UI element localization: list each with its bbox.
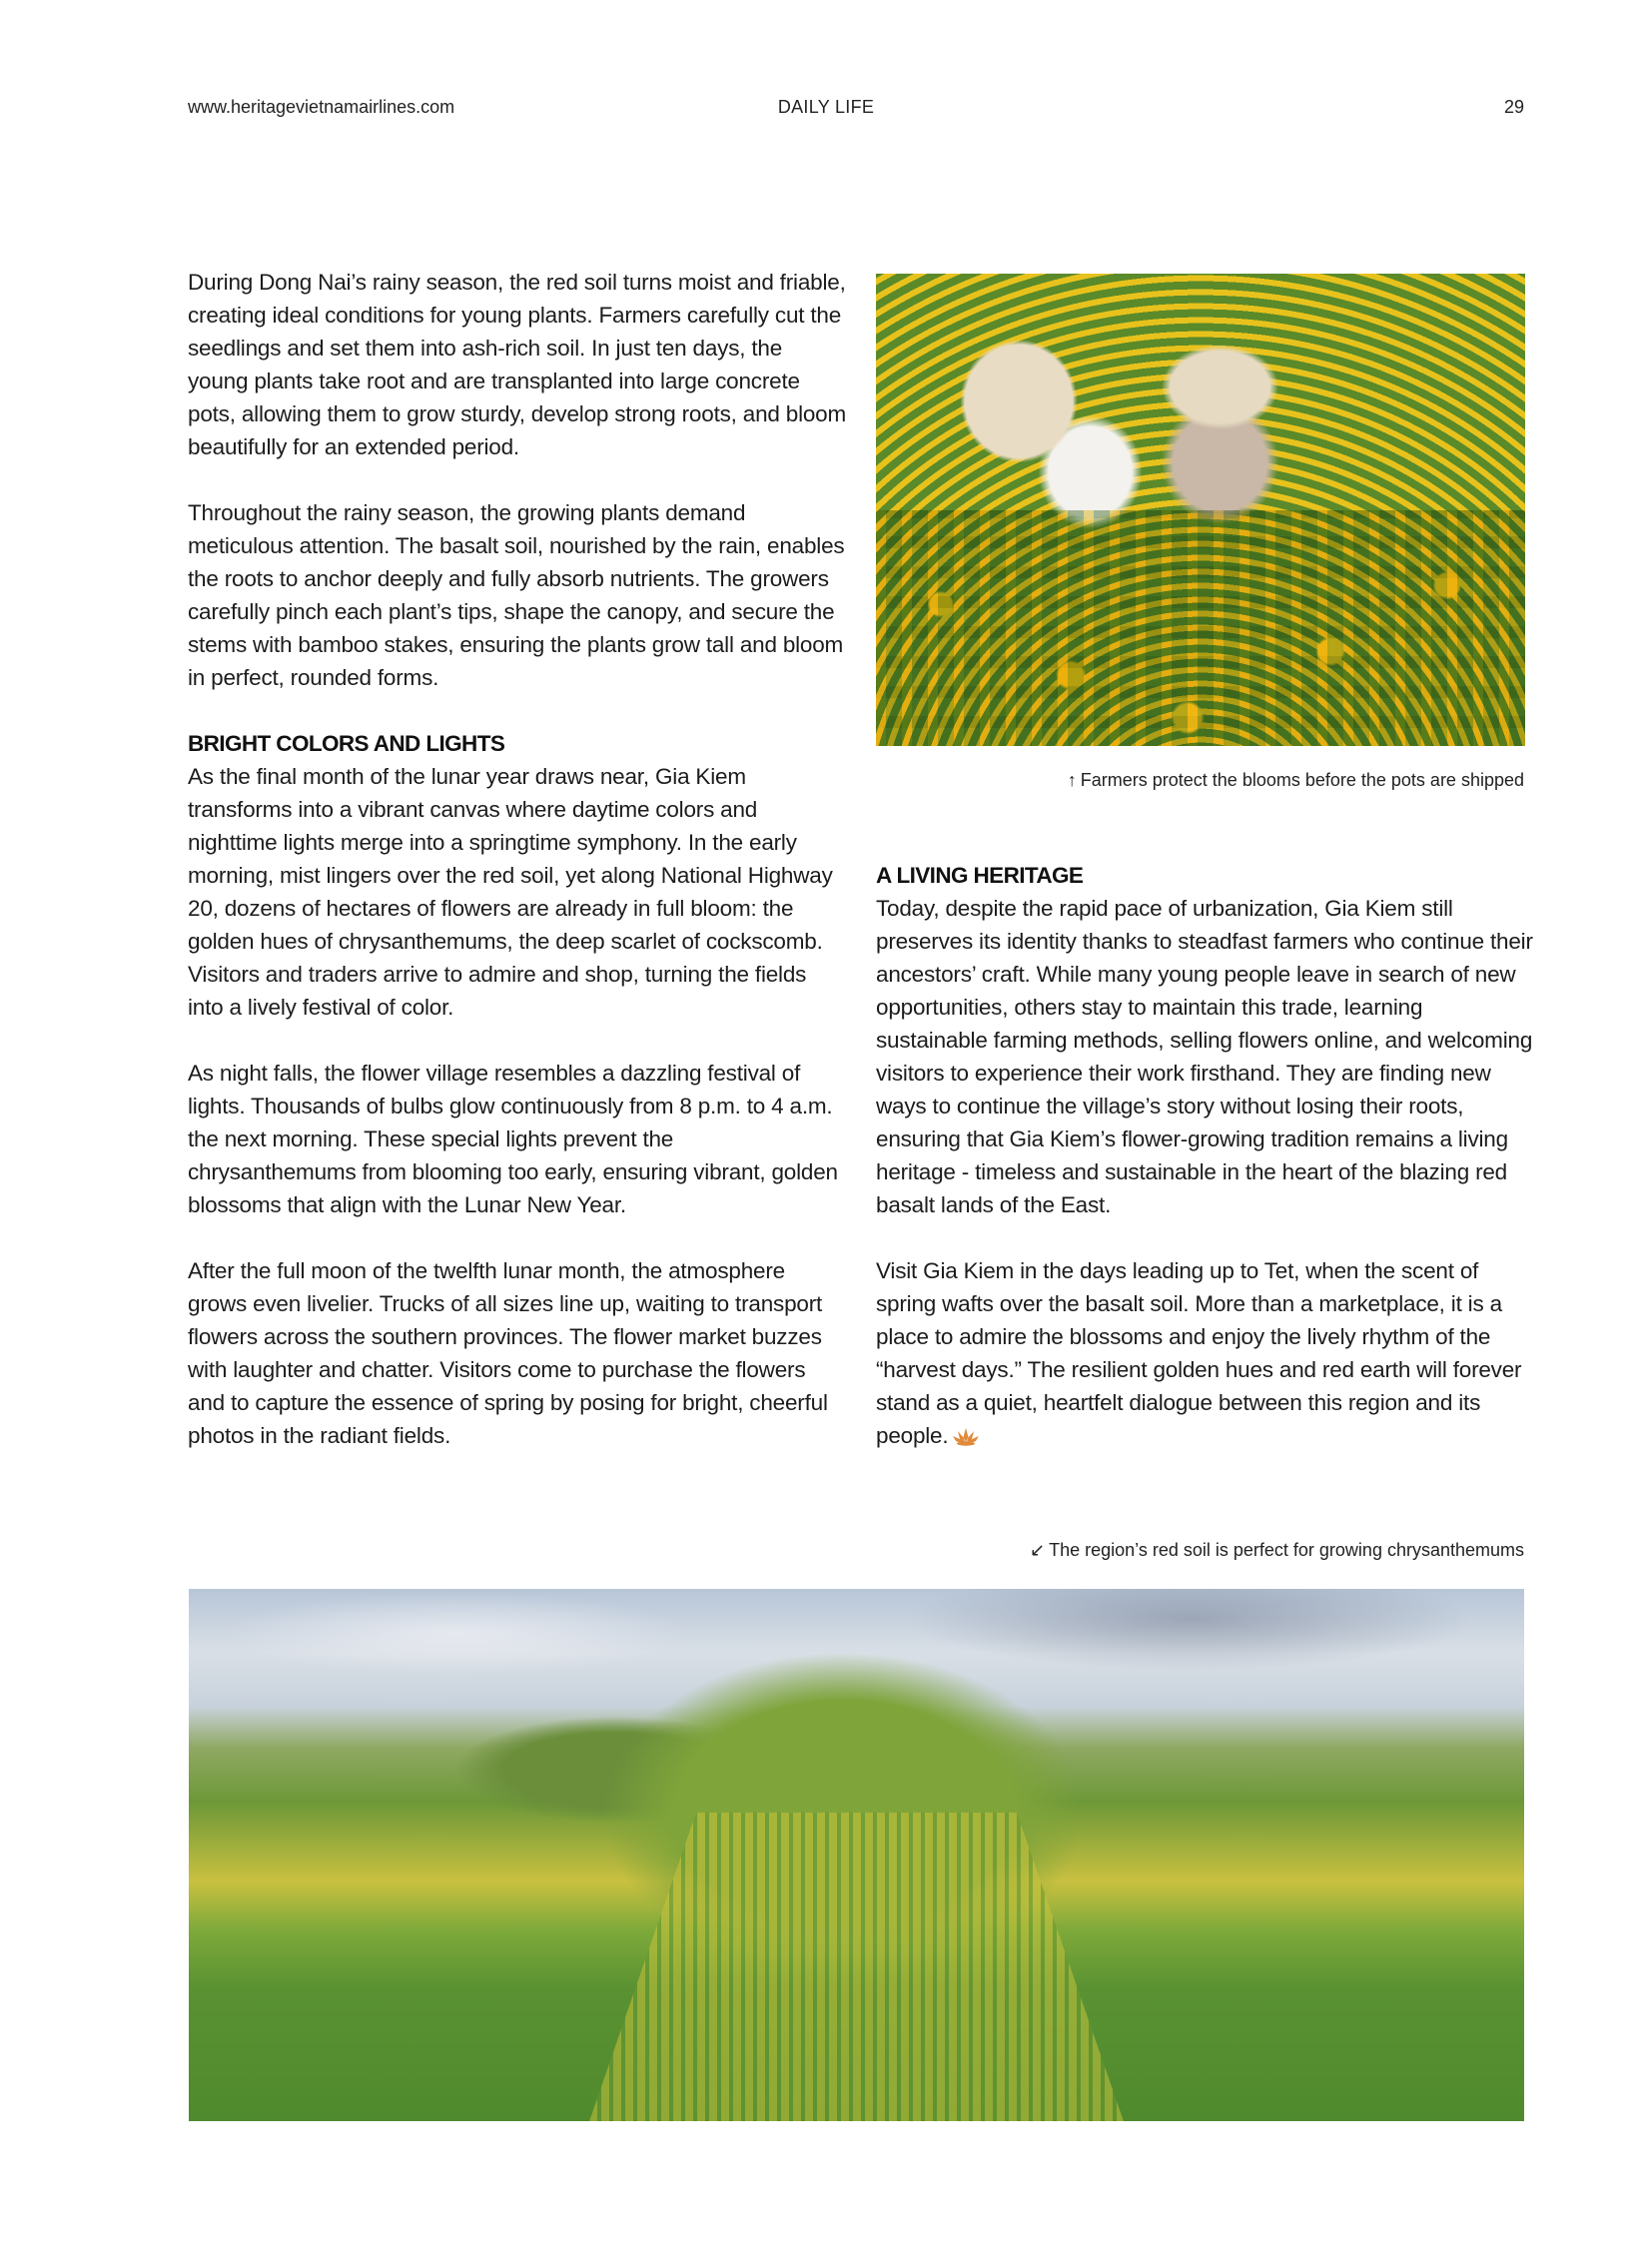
section-heading: A LIVING HERITAGE xyxy=(876,863,1084,888)
right-column xyxy=(876,859,1535,1485)
village-aerial-photo xyxy=(189,1589,1524,2121)
section-heading: BRIGHT COLORS AND LIGHTS xyxy=(188,731,505,756)
paragraph: Throughout the rainy season, the growing plants demand meticulous attention. The basalt soil, nourished by the rain, enables the roots to anchor deeply and fully absorb nutrients. The growers carefully pinch each plant’s tips, shape the canopy, and secure the stems with bamboo stakes, ensuring the plants grow tall and bloom in perfect, rounded forms. xyxy=(188,500,845,690)
paragraph: Today, despite the rapid pace of urbanization, Gia Kiem still preserves its identity thanks to steadfast farmers who continue their ancestors’ craft. While many young people leave in search of new opportunities, others stay to maintain this trade, learning sustainable farming methods, selling flowers online, and welcoming visitors to experience their work firsthand. They are finding new ways to continue the village’s story without losing their roots, ensuring that Gia Kiem’s flower-growing tradition remains a living heritage - timeless and sustainable in the heart of the blazing red basalt lands of the East. xyxy=(876,896,1533,1217)
section-label: DAILY LIFE xyxy=(777,97,875,117)
arrow-up-icon: ↑ xyxy=(1067,770,1077,790)
paragraph-text: Visit Gia Kiem in the days leading up to Tet, when the scent of spring wafts over the basalt soil. More than a marketplace, it is a place to admire the blossoms and enjoy the lively rhythm of the “harvest days.” The resilient golden hues and red earth will forever stand as a quiet, heartfelt dialogue between this region and its people. xyxy=(876,1258,1522,1448)
site-url: www.heritagevietnamairlines.com xyxy=(188,97,455,117)
paragraph-closing xyxy=(876,1254,1535,1452)
caption-text: The region’s red soil is perfect for growing chrysanthemums xyxy=(1049,1540,1524,1560)
farmers-photo xyxy=(876,274,1525,746)
caption-text: Farmers protect the blooms before the pots are shipped xyxy=(1080,770,1524,790)
arrow-down-left-icon: ↙ xyxy=(1030,1540,1046,1560)
paragraph: After the full moon of the twelfth lunar month, the atmosphere grows even livelier. Trucks of all sizes line up, waiting to transport flowers across the southern provinces. The flower market buzzes with laughter and chatter. Visitors come to purchase the flowers and to capture the essence of spring by posing for bright, cheerful photos in the radiant fields. xyxy=(188,1258,828,1448)
paragraph: As the final month of the lunar year draws near, Gia Kiem transforms into a vibrant canvas where daytime colors and nighttime lights merge into a springtime symphony. In the early morning, mist lingers over the red soil, yet along National Highway 20, dozens of hectares of flowers are already in full bloom: the golden hues of chrysanthemums, the deep scarlet of cockscomb. Visitors and traders arrive to admire and shop, turning the fields into a lively festival of color. xyxy=(188,764,833,1020)
lotus-icon xyxy=(952,1426,980,1446)
left-column xyxy=(188,266,847,1485)
paragraph: During Dong Nai’s rainy season, the red soil turns moist and friable, creating ideal conditions for young plants. Farmers carefully cut the seedlings and set them into ash-rich soil. In just ten days, the young plants take root and are transplanted into large concrete pots, allowing them to grow sturdy, develop strong roots, and bloom beautifully for an extended period. xyxy=(188,270,847,459)
paragraph: As night falls, the flower village resembles a dazzling festival of lights. Thousands of bulbs glow continuously from 8 p.m. to 4 a.m. the next morning. These special lights prevent the chrysanthemums from blooming too early, ensuring vibrant, golden blossoms that align with the Lunar New Year. xyxy=(188,1061,838,1217)
farmers-photo-caption xyxy=(1068,769,1524,791)
village-photo-caption xyxy=(1030,1539,1524,1561)
page-number: 29 xyxy=(1503,97,1524,117)
